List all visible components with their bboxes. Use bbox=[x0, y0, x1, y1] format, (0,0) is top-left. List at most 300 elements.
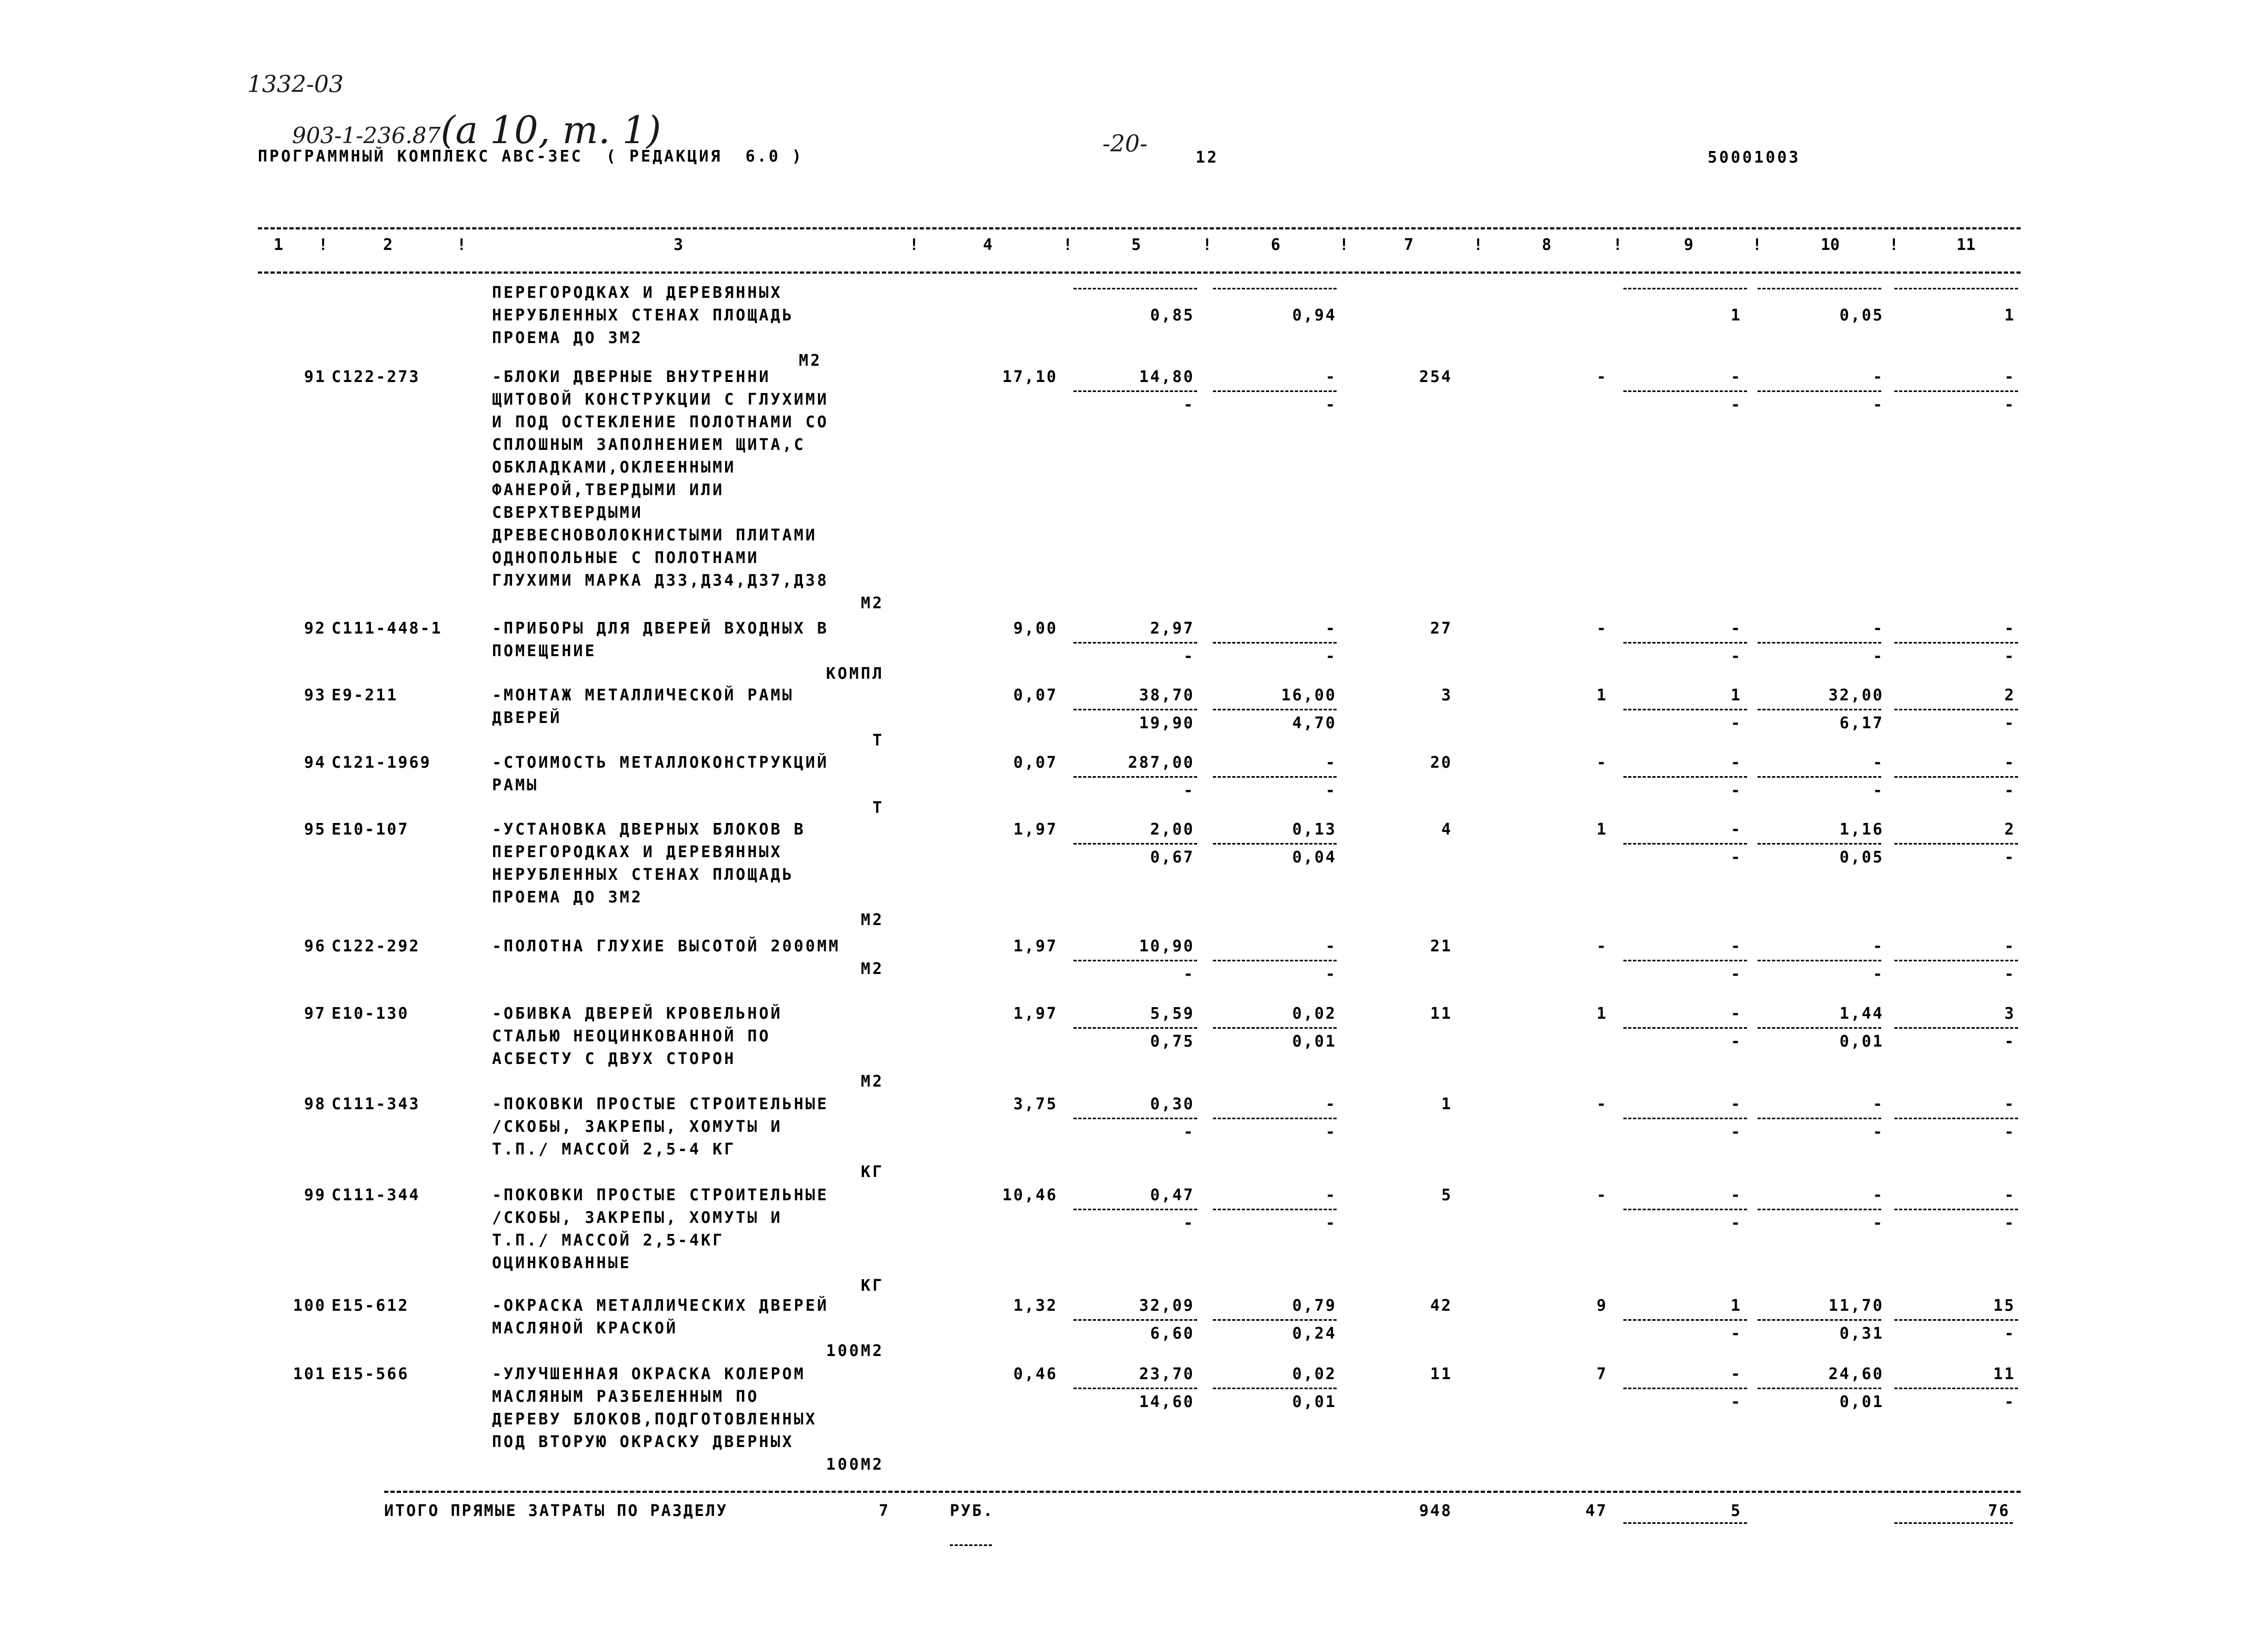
item-code: С121-1969 bbox=[332, 754, 431, 772]
cell-divider-line bbox=[1073, 843, 1197, 845]
item-unit: М2 bbox=[860, 960, 884, 978]
cell-divider-line bbox=[1894, 843, 2018, 845]
secondary-cost-col10: 6,17 bbox=[1839, 714, 1884, 732]
cost-col11: - bbox=[2004, 368, 2015, 386]
cost-col5: 32,09 bbox=[1139, 1297, 1195, 1315]
cell-divider-line bbox=[1758, 390, 1881, 392]
cost-col9: - bbox=[1730, 619, 1742, 638]
cost-col11: - bbox=[2004, 937, 2015, 956]
cell-divider-line bbox=[1894, 1319, 2018, 1321]
secondary-cost-col6: 0,04 bbox=[1292, 848, 1337, 867]
cell-divider-line bbox=[1073, 642, 1197, 644]
column-separator: ! bbox=[457, 236, 467, 254]
cell-divider-line bbox=[1623, 960, 1747, 961]
cost-col10: 1,44 bbox=[1839, 1005, 1884, 1023]
cell-divider-line bbox=[1894, 642, 2018, 644]
item-quantity: 17,10 bbox=[1002, 368, 1058, 386]
column-separator: ! bbox=[318, 236, 328, 254]
archive-number: 1332-03 bbox=[247, 71, 344, 98]
cell-divider-line bbox=[1623, 776, 1747, 778]
cell-divider-line bbox=[1623, 390, 1747, 392]
secondary-cost-col11: - bbox=[2004, 1393, 2015, 1411]
item-description-line: -ПОКОВКИ ПРОСТЫЕ СТРОИТЕЛЬНЫЕ bbox=[492, 1095, 829, 1113]
secondary-cost-col9: - bbox=[1730, 1393, 1742, 1411]
project-ref-number: 903-1-236.87 bbox=[292, 123, 441, 148]
secondary-cost-col5: 6,60 bbox=[1150, 1324, 1195, 1343]
secondary-cost-col6: 0,24 bbox=[1292, 1324, 1337, 1343]
item-unit: М2 bbox=[860, 911, 884, 929]
cell-divider-line bbox=[1894, 776, 2018, 778]
cost-col6: 0,02 bbox=[1292, 1005, 1337, 1023]
cell-divider-line bbox=[1894, 1027, 2018, 1029]
cell-divider-line bbox=[1213, 390, 1337, 392]
column-number: 1 bbox=[274, 236, 284, 254]
cell-divider-line bbox=[1758, 1118, 1881, 1119]
cost-col11: 15 bbox=[1993, 1297, 2015, 1315]
item-code: С122-273 bbox=[332, 368, 420, 386]
item-description-line: -ПОЛОТНА ГЛУХИЕ ВЫСОТОЙ 2000ММ bbox=[492, 937, 840, 956]
item-unit: 100М2 bbox=[826, 1455, 884, 1474]
secondary-cost-col10: 0,05 bbox=[1839, 306, 1884, 325]
column-separator: ! bbox=[1202, 236, 1212, 254]
item-description-line: МАСЛЯНОЙ КРАСКОЙ bbox=[492, 1319, 678, 1338]
item-description-line: СВЕРХТВЕРДЫМИ bbox=[492, 504, 643, 522]
cost-col10: 11,70 bbox=[1828, 1297, 1884, 1315]
cell-divider-line bbox=[1623, 1118, 1747, 1119]
column-separator: ! bbox=[1613, 236, 1623, 254]
item-description-line: ДЕРЕВУ БЛОКОВ,ПОДГОТОВЛЕННЫХ bbox=[492, 1410, 817, 1429]
cost-col7: 254 bbox=[1419, 368, 1452, 386]
row-number: 94 bbox=[304, 754, 326, 772]
cost-col7: 1 bbox=[1441, 1095, 1452, 1113]
cost-col11: 2 bbox=[2004, 686, 2015, 705]
secondary-cost-col10: - bbox=[1872, 965, 1884, 983]
item-description-line: ОДНОПОЛЬНЫЕ С ПОЛОТНАМИ bbox=[492, 549, 759, 567]
cell-divider-line bbox=[1073, 960, 1197, 961]
total-col11-underline bbox=[1894, 1522, 2013, 1524]
cell-divider-line bbox=[1894, 288, 2018, 289]
item-quantity: 9,00 bbox=[1013, 619, 1058, 638]
cost-col7: 20 bbox=[1430, 754, 1452, 772]
cell-divider-line bbox=[1758, 843, 1881, 845]
secondary-cost-col9: - bbox=[1730, 1324, 1742, 1343]
secondary-cost-col10: - bbox=[1872, 396, 1884, 414]
cost-col7: 21 bbox=[1430, 937, 1452, 956]
cost-col11: 3 bbox=[2004, 1005, 2015, 1023]
secondary-cost-col5: - bbox=[1183, 965, 1195, 983]
cost-col11: 11 bbox=[1993, 1365, 2015, 1383]
cost-col7: 3 bbox=[1441, 686, 1452, 705]
cost-col11: - bbox=[2004, 619, 2015, 638]
item-description-line: ОБКЛАДКАМИ,ОКЛЕЕННЫМИ bbox=[492, 458, 736, 477]
secondary-cost-col11: - bbox=[2004, 1123, 2015, 1141]
cost-col6: 0,79 bbox=[1292, 1297, 1337, 1315]
item-unit: 100М2 bbox=[826, 1342, 884, 1360]
item-description-line: -БЛОКИ ДВЕРНЫЕ ВНУТРЕННИ bbox=[492, 368, 771, 386]
item-quantity: 0,46 bbox=[1013, 1365, 1058, 1383]
item-unit: М2 bbox=[860, 594, 884, 612]
item-code: Е9-211 bbox=[332, 686, 398, 705]
cost-col10: 32,00 bbox=[1828, 686, 1884, 705]
item-description-line: РАМЫ bbox=[492, 776, 539, 795]
cost-col6: - bbox=[1325, 368, 1337, 386]
secondary-cost-col11: - bbox=[2004, 1324, 2015, 1343]
cost-col6: - bbox=[1325, 619, 1337, 638]
cost-col10: 24,60 bbox=[1828, 1365, 1884, 1383]
item-description-line: -УЛУЧШЕННАЯ ОКРАСКА КОЛЕРОМ bbox=[492, 1365, 806, 1383]
cell-divider-line bbox=[1213, 1319, 1337, 1321]
total-top-border bbox=[384, 1491, 2021, 1493]
cell-divider-line bbox=[1213, 1388, 1337, 1389]
secondary-cost-col9: - bbox=[1730, 1032, 1742, 1051]
cell-divider-line bbox=[1213, 288, 1337, 289]
item-description-line: ФАНЕРОЙ,ТВЕРДЫМИ ИЛИ bbox=[492, 481, 725, 499]
cost-col8: - bbox=[1596, 1095, 1608, 1113]
item-unit: Т bbox=[872, 731, 884, 750]
row-number: 100 bbox=[293, 1297, 326, 1315]
item-code: Е15-566 bbox=[332, 1365, 409, 1383]
cost-col11: - bbox=[2004, 1186, 2015, 1204]
item-description-line: ПОД ВТОРУЮ ОКРАСКУ ДВЕРНЫХ bbox=[492, 1433, 794, 1451]
cost-col11: - bbox=[2004, 754, 2015, 772]
column-number: 8 bbox=[1542, 236, 1552, 254]
column-number: 9 bbox=[1684, 236, 1694, 254]
item-quantity: 1,32 bbox=[1013, 1297, 1058, 1315]
cost-col5: 287,00 bbox=[1128, 754, 1195, 772]
total-currency-underline bbox=[950, 1544, 992, 1546]
secondary-cost-col10: - bbox=[1872, 1214, 1884, 1232]
item-quantity: 1,97 bbox=[1013, 937, 1058, 956]
program-title: ПРОГРАММНЫЙ КОМПЛЕКС АВС-3ЕС ( РЕДАКЦИЯ 6.0 ) bbox=[258, 147, 804, 166]
item-description-line: -ОБИВКА ДВЕРЕЙ КРОВЕЛЬНОЙ bbox=[492, 1005, 782, 1023]
cost-col8: - bbox=[1596, 937, 1608, 956]
cost-col8: 7 bbox=[1596, 1365, 1608, 1383]
item-code: С111-344 bbox=[332, 1186, 420, 1204]
cost-col7: 27 bbox=[1430, 619, 1452, 638]
cell-divider-line bbox=[1623, 642, 1747, 644]
cell-divider-line bbox=[1758, 1027, 1881, 1029]
column-number: 3 bbox=[674, 236, 684, 254]
cost-col7: 11 bbox=[1430, 1005, 1452, 1023]
total-label: ИТОГО ПРЯМЫЕ ЗАТРАТЫ ПО РАЗДЕЛУ bbox=[384, 1502, 728, 1520]
item-code: С111-343 bbox=[332, 1095, 420, 1113]
column-number: 5 bbox=[1131, 236, 1141, 254]
cost-col8: - bbox=[1596, 368, 1608, 386]
cost-col10: - bbox=[1872, 1095, 1884, 1113]
column-number: 7 bbox=[1404, 236, 1414, 254]
table-top-border bbox=[258, 227, 2021, 229]
cell-divider-line bbox=[1623, 1027, 1747, 1029]
total-col9-underline bbox=[1623, 1522, 1747, 1524]
secondary-cost-col11: - bbox=[2004, 781, 2015, 800]
cell-divider-line bbox=[1623, 288, 1747, 289]
cost-col9: 1 bbox=[1730, 1297, 1742, 1315]
item-description-line: МАСЛЯНЫМ РАЗБЕЛЕННЫМ ПО bbox=[492, 1388, 759, 1406]
secondary-cost-col5: - bbox=[1183, 396, 1195, 414]
cell-divider-line bbox=[1213, 960, 1337, 961]
cell-divider-line bbox=[1758, 642, 1881, 644]
item-description-line: /СКОБЫ, ЗАКРЕПЫ, ХОМУТЫ И bbox=[492, 1118, 782, 1136]
cost-col5: 0,47 bbox=[1150, 1186, 1195, 1204]
secondary-cost-col9: - bbox=[1730, 714, 1742, 732]
cell-divider-line bbox=[1758, 709, 1881, 710]
secondary-cost-col11: - bbox=[2004, 396, 2015, 414]
secondary-cost-col9: - bbox=[1730, 965, 1742, 983]
cell-divider-line bbox=[1758, 1209, 1881, 1210]
secondary-cost-col6: - bbox=[1325, 1123, 1337, 1141]
item-quantity: 1,97 bbox=[1013, 820, 1058, 839]
item-description-line: ДРЕВЕСНОВОЛОКНИСТЫМИ ПЛИТАМИ bbox=[492, 526, 817, 545]
item-description-line: ПЕРЕГОРОДКАХ И ДЕРЕВЯННЫХ bbox=[492, 284, 782, 302]
cell-divider-line bbox=[1213, 1209, 1337, 1210]
cost-col7: 11 bbox=[1430, 1365, 1452, 1383]
secondary-cost-col5: 0,75 bbox=[1150, 1032, 1195, 1051]
item-unit: М2 bbox=[860, 1072, 884, 1091]
cost-col9: - bbox=[1730, 368, 1742, 386]
secondary-cost-col5: - bbox=[1183, 1123, 1195, 1141]
secondary-cost-col11: - bbox=[2004, 647, 2015, 666]
item-description-line: АСБЕСТУ С ДВУХ СТОРОН bbox=[492, 1050, 736, 1068]
item-description-line: ПРОЕМА ДО 3М2 bbox=[492, 329, 643, 347]
secondary-cost-col11: - bbox=[2004, 1032, 2015, 1051]
cost-col5: 2,97 bbox=[1150, 619, 1195, 638]
secondary-cost-col11: - bbox=[2004, 965, 2015, 983]
cell-divider-line bbox=[1073, 1209, 1197, 1210]
column-number: 2 bbox=[383, 236, 393, 254]
secondary-cost-col6: 0,94 bbox=[1292, 306, 1337, 325]
cost-col8: 1 bbox=[1596, 820, 1608, 839]
cell-divider-line bbox=[1213, 709, 1337, 710]
project-reference bbox=[292, 108, 661, 152]
cell-divider-line bbox=[1623, 709, 1747, 710]
item-quantity: 0,07 bbox=[1013, 686, 1058, 705]
document-code: 50001003 bbox=[1708, 148, 1801, 167]
item-description-line: -УСТАНОВКА ДВЕРНЫХ БЛОКОВ В bbox=[492, 820, 806, 839]
cost-col9: - bbox=[1730, 754, 1742, 772]
cost-col5: 5,59 bbox=[1150, 1005, 1195, 1023]
secondary-cost-col10: 0,05 bbox=[1839, 848, 1884, 867]
item-description-line: ДВЕРЕЙ bbox=[492, 709, 562, 727]
cell-divider-line bbox=[1073, 1027, 1197, 1029]
secondary-cost-col9: - bbox=[1730, 396, 1742, 414]
column-separator: ! bbox=[1752, 236, 1762, 254]
item-unit: КГ bbox=[860, 1277, 884, 1295]
cost-col10: - bbox=[1872, 368, 1884, 386]
cost-col7: 5 bbox=[1441, 1186, 1452, 1204]
item-quantity: 1,97 bbox=[1013, 1005, 1058, 1023]
secondary-cost-col11: - bbox=[2004, 714, 2015, 732]
secondary-cost-col10: 0,01 bbox=[1839, 1032, 1884, 1051]
item-description-line: ПОМЕЩЕНИЕ bbox=[492, 642, 597, 660]
column-separator: ! bbox=[1473, 236, 1483, 254]
cost-col9: - bbox=[1730, 1365, 1742, 1383]
secondary-cost-col5: - bbox=[1183, 781, 1195, 800]
row-number: 98 bbox=[304, 1095, 326, 1113]
cost-col11: - bbox=[2004, 1095, 2015, 1113]
column-number: 6 bbox=[1271, 236, 1281, 254]
cell-divider-line bbox=[1073, 1118, 1197, 1119]
item-description-line: /СКОБЫ, ЗАКРЕПЫ, ХОМУТЫ И bbox=[492, 1209, 782, 1227]
secondary-cost-col11: - bbox=[2004, 848, 2015, 867]
secondary-cost-col10: - bbox=[1872, 1123, 1884, 1141]
secondary-cost-col9: - bbox=[1730, 1123, 1742, 1141]
total-col11: 76 bbox=[1988, 1502, 2010, 1520]
total-col7: 948 bbox=[1419, 1502, 1452, 1520]
cost-col7: 42 bbox=[1430, 1297, 1452, 1315]
item-code: Е10-130 bbox=[332, 1005, 409, 1023]
total-currency: РУБ. bbox=[950, 1502, 995, 1520]
item-description-line: -СТОИМОСТЬ МЕТАЛЛОКОНСТРУКЦИЙ bbox=[492, 754, 829, 772]
cell-divider-line bbox=[1758, 1319, 1881, 1321]
secondary-cost-col9: - bbox=[1730, 647, 1742, 666]
cell-divider-line bbox=[1894, 1118, 2018, 1119]
cost-col8: - bbox=[1596, 1186, 1608, 1204]
cell-divider-line bbox=[1213, 1118, 1337, 1119]
page-number-printed: 12 bbox=[1196, 148, 1219, 167]
secondary-cost-col10: 0,31 bbox=[1839, 1324, 1884, 1343]
cost-col10: - bbox=[1872, 619, 1884, 638]
item-description-line: СПЛОШНЫМ ЗАПОЛНЕНИЕМ ЩИТА,С bbox=[492, 436, 806, 454]
cost-col9: - bbox=[1730, 937, 1742, 956]
row-number: 93 bbox=[304, 686, 326, 705]
cost-col6: 16,00 bbox=[1281, 686, 1337, 705]
secondary-cost-col6: - bbox=[1325, 1214, 1337, 1232]
secondary-cost-col9: - bbox=[1730, 848, 1742, 867]
cell-divider-line bbox=[1623, 843, 1747, 845]
total-col9: 5 bbox=[1730, 1502, 1742, 1520]
row-number: 92 bbox=[304, 619, 326, 638]
cost-col6: 0,13 bbox=[1292, 820, 1337, 839]
cost-col6: 0,02 bbox=[1292, 1365, 1337, 1383]
cell-divider-line bbox=[1073, 709, 1197, 710]
cell-divider-line bbox=[1073, 390, 1197, 392]
item-description-line: И ПОД ОСТЕКЛЕНИЕ ПОЛОТНАМИ СО bbox=[492, 413, 829, 431]
column-separator: ! bbox=[1889, 236, 1899, 254]
cost-col8: - bbox=[1596, 754, 1608, 772]
secondary-cost-col5: 14,60 bbox=[1139, 1393, 1195, 1411]
item-description-line: Т.П./ МАССОЙ 2,5-4 КГ bbox=[492, 1140, 736, 1159]
column-number: 4 bbox=[983, 236, 993, 254]
cell-divider-line bbox=[1623, 1209, 1747, 1210]
secondary-cost-col10: - bbox=[1872, 781, 1884, 800]
row-number: 91 bbox=[304, 368, 326, 386]
item-quantity: 3,75 bbox=[1013, 1095, 1058, 1113]
secondary-cost-col9: - bbox=[1730, 781, 1742, 800]
cost-col5: 14,80 bbox=[1139, 368, 1195, 386]
cell-divider-line bbox=[1894, 1209, 2018, 1210]
item-description-line: СТАЛЬЮ НЕОЦИНКОВАННОЙ ПО bbox=[492, 1027, 771, 1046]
cost-col5: 38,70 bbox=[1139, 686, 1195, 705]
cost-col6: - bbox=[1325, 1186, 1337, 1204]
item-description-line: ГЛУХИМИ МАРКА Д33,Д34,Д37,Д38 bbox=[492, 571, 829, 590]
cost-col5: 10,90 bbox=[1139, 937, 1195, 956]
cost-col5: 23,70 bbox=[1139, 1365, 1195, 1383]
total-col8: 47 bbox=[1585, 1502, 1608, 1520]
secondary-cost-col5: 0,85 bbox=[1150, 306, 1195, 325]
secondary-cost-col6: 0,01 bbox=[1292, 1032, 1337, 1051]
item-code: Е15-612 bbox=[332, 1297, 409, 1315]
row-number: 96 bbox=[304, 937, 326, 956]
cell-divider-line bbox=[1623, 1388, 1747, 1389]
item-description-line: НЕРУБЛЕННЫХ СТЕНАХ ПЛОЩАДЬ bbox=[492, 306, 794, 325]
item-code: С111-448-1 bbox=[332, 619, 443, 638]
column-separator: ! bbox=[1063, 236, 1073, 254]
item-description-line: -ПОКОВКИ ПРОСТЫЕ СТРОИТЕЛЬНЫЕ bbox=[492, 1186, 829, 1204]
item-description-line: Т.П./ МАССОЙ 2,5-4КГ bbox=[492, 1231, 725, 1250]
cost-col9: 1 bbox=[1730, 306, 1742, 325]
item-description-line: ПРОЕМА ДО 3М2 bbox=[492, 888, 643, 907]
total-section: 7 bbox=[879, 1502, 890, 1520]
item-description-line: -ПРИБОРЫ ДЛЯ ДВЕРЕЙ ВХОДНЫХ В bbox=[492, 619, 829, 638]
cost-col10: 1,16 bbox=[1839, 820, 1884, 839]
cell-divider-line bbox=[1213, 642, 1337, 644]
cell-divider-line bbox=[1758, 776, 1881, 778]
cell-divider-line bbox=[1758, 288, 1881, 289]
row-number: 95 bbox=[304, 820, 326, 839]
item-unit: М2 bbox=[799, 352, 822, 370]
cost-col9: - bbox=[1730, 1005, 1742, 1023]
cell-divider-line bbox=[1073, 1388, 1197, 1389]
row-number: 99 bbox=[304, 1186, 326, 1204]
cost-col9: - bbox=[1730, 1095, 1742, 1113]
cell-divider-line bbox=[1073, 288, 1197, 289]
secondary-cost-col6: - bbox=[1325, 965, 1337, 983]
cell-divider-line bbox=[1894, 390, 2018, 392]
cost-col9: 1 bbox=[1730, 686, 1742, 705]
cell-divider-line bbox=[1213, 776, 1337, 778]
cost-col9: - bbox=[1730, 1186, 1742, 1204]
cell-divider-line bbox=[1623, 1319, 1747, 1321]
cell-divider-line bbox=[1213, 1027, 1337, 1029]
secondary-cost-col6: 4,70 bbox=[1292, 714, 1337, 732]
item-description-line: ЩИТОВОЙ КОНСТРУКЦИИ С ГЛУХИМИ bbox=[492, 390, 829, 409]
cell-divider-line bbox=[1758, 960, 1881, 961]
column-number: 11 bbox=[1956, 236, 1976, 254]
cost-col8: 1 bbox=[1596, 686, 1608, 705]
cell-divider-line bbox=[1758, 1388, 1881, 1389]
cost-col5: 2,00 bbox=[1150, 820, 1195, 839]
cell-divider-line bbox=[1213, 843, 1337, 845]
cost-col10: - bbox=[1872, 1186, 1884, 1204]
secondary-cost-col11: - bbox=[2004, 1214, 2015, 1232]
secondary-cost-col6: - bbox=[1325, 781, 1337, 800]
secondary-cost-col5: - bbox=[1183, 647, 1195, 666]
cost-col10: - bbox=[1872, 754, 1884, 772]
item-description-line: НЕРУБЛЕННЫХ СТЕНАХ ПЛОЩАДЬ bbox=[492, 866, 794, 884]
cost-col6: - bbox=[1325, 754, 1337, 772]
item-unit: КОМПЛ bbox=[826, 665, 884, 683]
item-description-line: ПЕРЕГОРОДКАХ И ДЕРЕВЯННЫХ bbox=[492, 843, 782, 861]
cell-divider-line bbox=[1894, 1388, 2018, 1389]
column-number: 10 bbox=[1821, 236, 1840, 254]
secondary-cost-col5: - bbox=[1183, 1214, 1195, 1232]
cost-col9: - bbox=[1730, 820, 1742, 839]
item-description-line: -ОКРАСКА МЕТАЛЛИЧЕСКИХ ДВЕРЕЙ bbox=[492, 1297, 829, 1315]
cost-col6: - bbox=[1325, 1095, 1337, 1113]
row-number: 101 bbox=[293, 1365, 326, 1383]
item-code: С122-292 bbox=[332, 937, 420, 956]
secondary-cost-col6: - bbox=[1325, 647, 1337, 666]
cost-col8: - bbox=[1596, 619, 1608, 638]
item-description-line: ОЦИНКОВАННЫЕ bbox=[492, 1254, 631, 1272]
item-description-line: -МОНТАЖ МЕТАЛЛИЧЕСКОЙ РАМЫ bbox=[492, 686, 794, 705]
item-unit: КГ bbox=[860, 1163, 884, 1181]
secondary-cost-col6: - bbox=[1325, 396, 1337, 414]
item-code: Е10-107 bbox=[332, 820, 409, 839]
item-quantity: 10,46 bbox=[1002, 1186, 1058, 1204]
item-unit: Т bbox=[872, 799, 884, 817]
item-quantity: 0,07 bbox=[1013, 754, 1058, 772]
